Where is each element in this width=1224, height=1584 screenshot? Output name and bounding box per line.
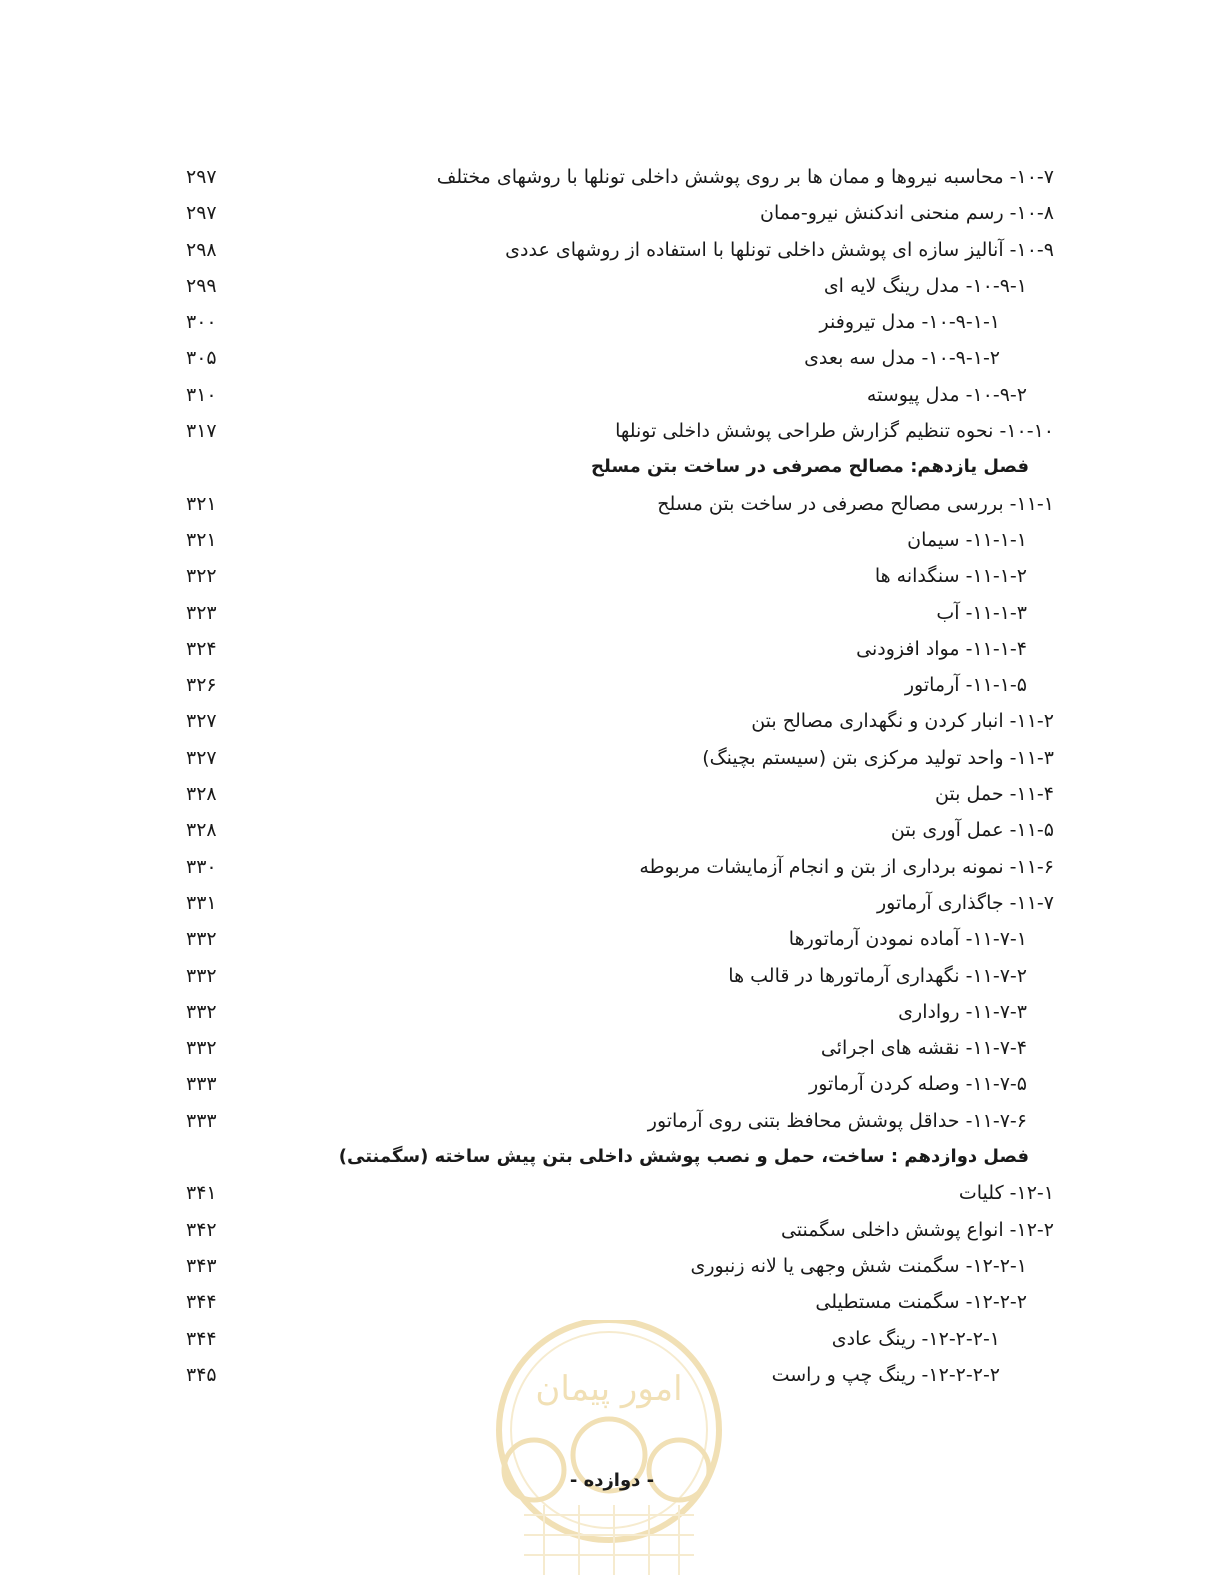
toc-entry-page-number: ۳۲۷: [186, 746, 217, 769]
toc-entry-title: ۱۲-۲-۱- سگمنت شش وجهی یا لانه زنبوری: [690, 1254, 1027, 1277]
toc-entry-page-number: ۳۲۷: [186, 710, 217, 733]
toc-entry-page-number: ۳۲۲: [186, 565, 217, 588]
toc-entry-page-number: ۳۲۴: [186, 637, 217, 660]
toc-entry-page-number: ۳۱۰: [186, 383, 217, 406]
toc-entry: [0, 1356, 1224, 1392]
toc-entry-page-number: ۳۲۸: [186, 783, 217, 806]
toc-entry-page-number: ۳۲۶: [186, 674, 217, 697]
toc-entry-title: ۱۱-۱-۱- سیمان: [907, 528, 1027, 551]
toc-entry-title: ۱۱-۱-۳- آب: [936, 601, 1027, 624]
toc-entry-title: ۱۰-۹-۲- مدل پیوسته: [866, 383, 1027, 406]
toc-entry-title: ۱۱-۷-۲- نگهداری آرماتورها در قالب ها: [728, 964, 1027, 987]
toc-entry-title: ۱۱-۱-۲- سنگدانه ها: [874, 565, 1027, 588]
toc-entry: [0, 920, 1224, 956]
page-number-footer: - دوازده -: [569, 1470, 655, 1491]
toc-entry: [0, 521, 1224, 557]
toc-entry-title: ۱۱-۷-۴- نقشه های اجرائی: [820, 1037, 1027, 1060]
toc-entry-title: ۱۰-۹-۱-۱- مدل تیروفنر: [819, 311, 1000, 334]
toc-entry: [0, 376, 1224, 412]
toc-entry: [0, 848, 1224, 884]
table-of-contents: [0, 158, 1224, 1392]
toc-entry-title: ۱۱-۷-۳- رواداری: [898, 1000, 1027, 1023]
toc-entry-title: ۱۲-۲-۲-۲- رینگ چپ و راست: [771, 1363, 1000, 1386]
toc-entry-title: ۱۰-۸- رسم منحنی اندکنش نیرو-ممان: [760, 202, 1054, 225]
toc-entry: [0, 412, 1224, 448]
toc-entry-title: ۱۱-۲- انبار کردن و نگهداری مصالح بتن: [751, 710, 1054, 733]
toc-entry: [0, 702, 1224, 738]
toc-entry-title: ۱۱-۵- عمل آوری بتن: [890, 819, 1054, 842]
toc-entry-title: ۱۰-۱۰- نحوه تنظیم گزارش طراحی پوشش داخلی تونلها: [615, 420, 1054, 443]
toc-entry-title: فصل یازدهم: مصالح مصرفی در ساخت بتن مسلح: [591, 456, 1029, 478]
chapter-heading: [0, 1138, 1224, 1174]
toc-entry-title: ۱۲-۲-۲-۱- رینگ عادی: [831, 1327, 1000, 1350]
toc-entry-title: ۱۲-۲-۲- سگمنت مستطیلی: [815, 1291, 1027, 1314]
toc-entry: [0, 158, 1224, 194]
toc-entry: [0, 231, 1224, 267]
toc-entry-title: ۱۰-۹-۱- مدل رینگ لایه ای: [823, 274, 1027, 297]
toc-entry-page-number: ۳۱۷: [186, 420, 217, 443]
toc-entry-page-number: ۳۲۱: [186, 492, 217, 515]
toc-entry: [0, 775, 1224, 811]
toc-entry-page-number: ۲۹۹: [186, 274, 217, 297]
toc-entry: [0, 339, 1224, 375]
toc-entry: [0, 957, 1224, 993]
toc-entry-title: ۱۱-۷- جاگذاری آرماتور: [877, 891, 1054, 914]
toc-entry-page-number: ۳۲۱: [186, 528, 217, 551]
toc-entry: [0, 1065, 1224, 1101]
toc-entry: [0, 194, 1224, 230]
toc-entry: [0, 993, 1224, 1029]
chapter-heading: [0, 448, 1224, 484]
toc-entry: [0, 1211, 1224, 1247]
toc-entry: [0, 739, 1224, 775]
toc-entry: [0, 594, 1224, 630]
toc-entry-page-number: ۳۴۴: [186, 1291, 217, 1314]
svg-text:امور پیمان: امور پیمان: [535, 1369, 683, 1409]
toc-entry-page-number: ۳۲۳: [186, 601, 217, 624]
toc-entry-page-number: ۳۰۰: [186, 311, 217, 334]
toc-entry: [0, 1174, 1224, 1210]
toc-entry: [0, 1320, 1224, 1356]
toc-entry-page-number: ۲۹۷: [186, 202, 217, 225]
toc-entry-title: ۱۰-۷- محاسبه نیروها و ممان ها بر روی پوشش داخلی تونلها با روشهای مختلف: [436, 166, 1054, 188]
toc-entry-page-number: ۳۴۱: [186, 1182, 217, 1205]
toc-entry: [0, 884, 1224, 920]
toc-entry-page-number: ۳۴۳: [186, 1254, 217, 1277]
toc-entry-title: ۱۱-۶- نمونه برداری از بتن و انجام آزمایشات مربوطه: [639, 855, 1054, 878]
toc-entry-page-number: ۲۹۷: [186, 166, 217, 188]
toc-entry-page-number: ۳۳۳: [186, 1109, 217, 1132]
toc-entry-page-number: ۳۳۳: [186, 1073, 217, 1096]
toc-entry-page-number: ۳۳۲: [186, 1000, 217, 1023]
toc-entry: [0, 485, 1224, 521]
toc-entry: [0, 303, 1224, 339]
toc-entry-title: ۱۱-۱-۴- مواد افزودنی: [856, 637, 1027, 660]
toc-entry-title: ۱۱-۷-۶- حداقل پوشش محافظ بتنی روی آرماتور: [647, 1109, 1027, 1132]
toc-entry-page-number: ۳۳۲: [186, 1037, 217, 1060]
toc-entry-page-number: ۳۳۲: [186, 928, 217, 951]
toc-entry: [0, 1102, 1224, 1138]
toc-entry-page-number: ۳۲۸: [186, 819, 217, 842]
toc-entry-title: ۱۰-۹-۱-۲- مدل سه بعدی: [804, 347, 1000, 370]
toc-entry: [0, 1283, 1224, 1319]
toc-entry: [0, 630, 1224, 666]
toc-entry-title: فصل دوازدهم : ساخت، حمل و نصب پوشش داخلی بتن پیش ساخته (سگمنتی): [338, 1146, 1029, 1168]
toc-entry: [0, 1247, 1224, 1283]
toc-entry-page-number: ۲۹۸: [186, 238, 217, 261]
toc-entry: [0, 267, 1224, 303]
toc-entry-page-number: ۳۰۵: [186, 347, 217, 370]
toc-entry-title: ۱۱-۷-۵- وصله کردن آرماتور: [809, 1073, 1027, 1096]
toc-entry-title: ۱۱-۳- واحد تولید مرکزی بتن (سیستم بچینگ): [702, 746, 1054, 769]
toc-entry-page-number: ۳۴۲: [186, 1218, 217, 1241]
toc-entry: [0, 557, 1224, 593]
toc-entry-title: ۱۱-۴- حمل بتن: [934, 783, 1054, 806]
toc-entry: [0, 666, 1224, 702]
toc-entry-page-number: ۳۴۴: [186, 1327, 217, 1350]
toc-entry-page-number: ۳۴۵: [186, 1363, 217, 1386]
toc-entry: [0, 811, 1224, 847]
toc-entry-page-number: ۳۳۰: [186, 855, 217, 878]
toc-entry-title: ۱۱-۱-۵- آرماتور: [904, 674, 1027, 697]
toc-entry-title: ۱۲-۲- انواع پوشش داخلی سگمنتی: [780, 1218, 1054, 1241]
toc-entry-title: ۱۱-۷-۱- آماده نمودن آرماتورها: [788, 928, 1027, 951]
toc-entry-page-number: ۳۳۱: [186, 891, 217, 914]
toc-entry-title: ۱۲-۱- کلیات: [958, 1182, 1054, 1205]
toc-entry-title: ۱۱-۱- بررسی مصالح مصرفی در ساخت بتن مسلح: [657, 492, 1054, 515]
toc-entry: [0, 1029, 1224, 1065]
toc-entry-page-number: ۳۳۲: [186, 964, 217, 987]
toc-entry-title: ۱۰-۹- آنالیز سازه ای پوشش داخلی تونلها با استفاده از روشهای عددی: [505, 238, 1054, 261]
